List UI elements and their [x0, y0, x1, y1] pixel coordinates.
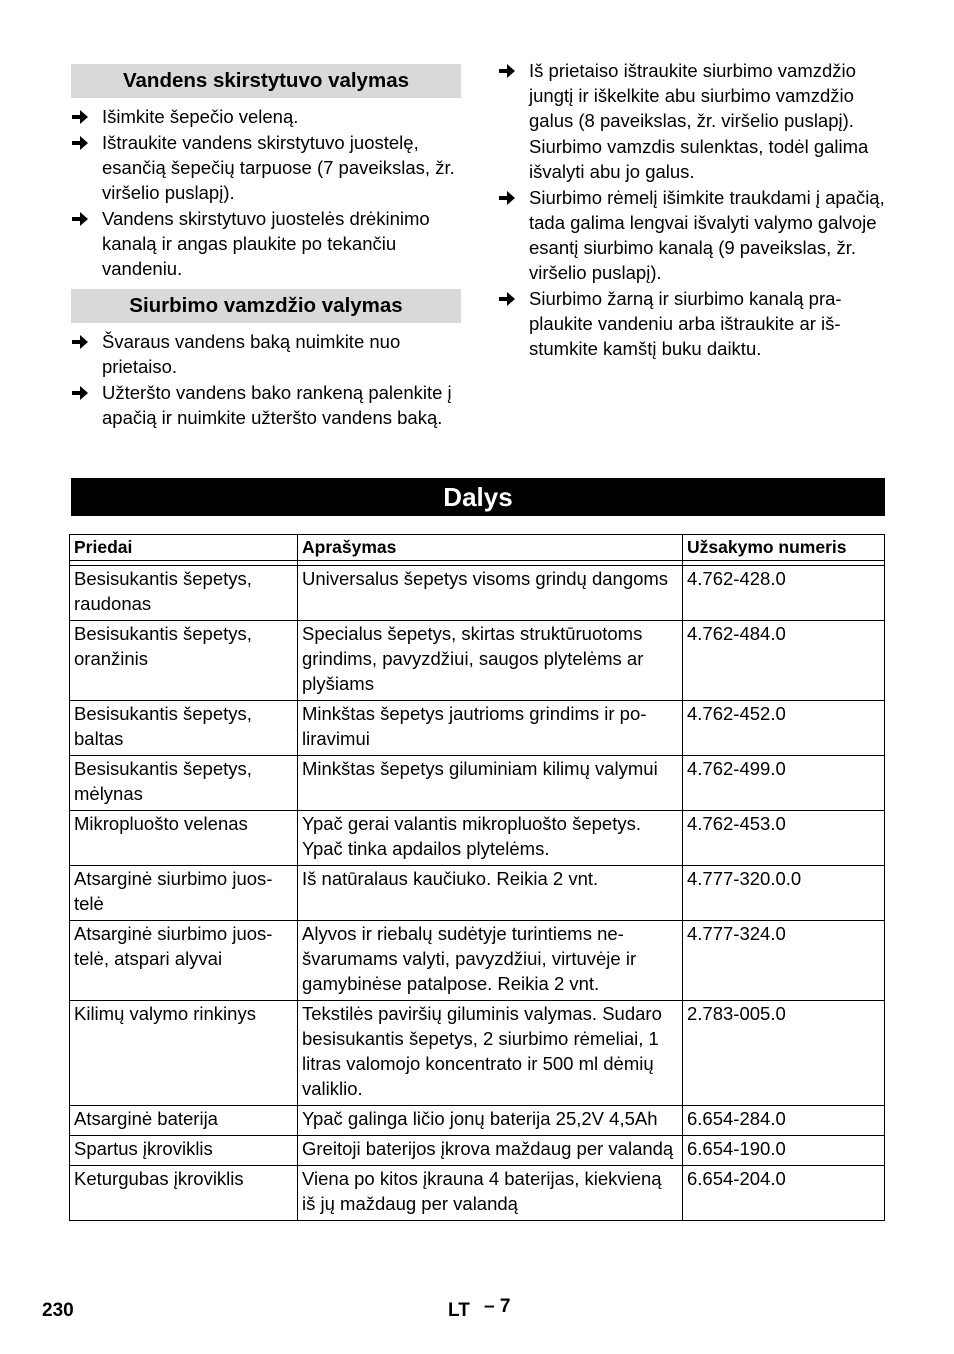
cell-description: Ypač galinga ličio jonų baterija 25,2V 4,5Ah: [298, 1106, 683, 1136]
cell-accessory: Besisukantis šepetys, raudonas: [70, 566, 298, 621]
table-header-row: [70, 535, 885, 561]
section-page-number: – 7: [484, 1296, 511, 1317]
arrow-right-icon: [498, 286, 518, 311]
cell-accessory: Keturgubas įkroviklis: [70, 1166, 298, 1221]
instruction-step: Siurbimo rėmelį išimkite traukdami į apačią, tada galima lengvai išvalyti valymo galvoje esantį siurbimo kanalą (9 paveikslas, žr. viršelio puslapį).: [498, 185, 888, 285]
table-row: [70, 1166, 885, 1221]
arrow-right-icon: [71, 329, 91, 354]
cell-description: Specialus šepetys, skirtas struktūruotoms grindims, pavyzdžiui, saugos plytelėms ar plyšiams: [298, 621, 683, 701]
cell-order-number: 4.762-453.0: [683, 811, 885, 866]
cell-description: Iš natūralaus kaučiuko. Reikia 2 vnt.: [298, 866, 683, 921]
cell-accessory: Besisukantis šepetys, oranžinis: [70, 621, 298, 701]
instruction-step: Išimkite šepečio veleną.: [71, 104, 461, 129]
table-row: [70, 866, 885, 921]
cell-order-number: 2.783-005.0: [683, 1001, 885, 1106]
language-code: LT: [448, 1300, 470, 1321]
left-column: [71, 58, 461, 431]
cell-accessory: Atsarginė siurbimo juostelė: [70, 866, 298, 921]
table-row: [70, 1136, 885, 1166]
cell-description: Viena po kitos įkrauna 4 baterijas, kiekvieną iš jų maždaug per valandą: [298, 1166, 683, 1221]
table-row: [70, 566, 885, 621]
cell-description: Minkštas šepetys giluminiam kilimų valymui: [298, 756, 683, 811]
cell-accessory: Besisukantis šepetys, mėlynas: [70, 756, 298, 811]
cell-description: Ypač gerai valantis mikropluošto šepetys. Ypač tinka apdailos plytelėms.: [298, 811, 683, 866]
table-row: [70, 921, 885, 1001]
column-header-accessories: Priedai: [70, 535, 298, 561]
cell-order-number: 6.654-284.0: [683, 1106, 885, 1136]
table-row: [70, 1106, 885, 1136]
column-header-description: Aprašymas: [298, 535, 683, 561]
cell-description: Tekstilės paviršių giluminis valymas. Sudaro besisukantis šepetys, 2 siurbimo rėmeliai, 1 litras valomojo koncentrato ir 500 ml dėmių valiklio.: [298, 1001, 683, 1106]
cell-order-number: 4.762-499.0: [683, 756, 885, 811]
arrow-right-icon: [71, 104, 91, 129]
right-column: [498, 58, 888, 362]
table-row: [70, 756, 885, 811]
instruction-step: Vandens skirstytuvo juostelės drėkinimo kanalą ir angas plaukite po tekančiu vandeniu.: [71, 206, 461, 281]
cell-accessory: Besisukantis šepetys, baltas: [70, 701, 298, 756]
instruction-step: Užteršto vandens bako rankeną palenkite į apačią ir nuimkite užteršto vandens baką.: [71, 380, 461, 430]
page-number: 230: [42, 1300, 74, 1321]
section-banner-title: Dalys: [71, 478, 885, 516]
cell-order-number: 4.762-484.0: [683, 621, 885, 701]
cell-order-number: 4.777-324.0: [683, 921, 885, 1001]
arrow-right-icon: [71, 130, 91, 155]
instruction-step: Siurbimo žarną ir siurbimo kanalą praplaukite vandeniu arba ištraukite ar išstumkite kamštį buku daiktu.: [498, 286, 888, 361]
instruction-step: Ištraukite vandens skirstytuvo juostelę, esančią šepečių tarpuose (7 paveikslas, žr. viršelio puslapį).: [71, 130, 461, 205]
cell-accessory: Mikropluošto velenas: [70, 811, 298, 866]
cell-accessory: Kilimų valymo rinkinys: [70, 1001, 298, 1106]
column-header-order-number: Užsakymo numeris: [683, 535, 885, 561]
arrow-right-icon: [498, 58, 518, 83]
cell-accessory: Atsarginė baterija: [70, 1106, 298, 1136]
instruction-note: Siurbimo vamzdis sulenktas, todėl galima išvalyti abu jo galus.: [529, 136, 869, 182]
table-row: [70, 1001, 885, 1106]
table-row: [70, 811, 885, 866]
cell-order-number: 4.777-320.0.0: [683, 866, 885, 921]
cell-description: Universalus šepetys visoms grindų dangoms: [298, 566, 683, 621]
cell-order-number: 4.762-428.0: [683, 566, 885, 621]
cell-order-number: 4.762-452.0: [683, 701, 885, 756]
table-row: [70, 621, 885, 701]
cell-description: Alyvos ir riebalų sudėtyje turintiems nešvarumams valyti, pavyzdžiui, virtuvėje ir gamybinėse patalpose. Reikia 2 vnt.: [298, 921, 683, 1001]
section-heading-water-distributor: Vandens skirstytuvo valymas: [71, 64, 461, 98]
cell-order-number: 6.654-204.0: [683, 1166, 885, 1221]
cell-description: Minkštas šepetys jautrioms grindims ir poliravimui: [298, 701, 683, 756]
arrow-right-icon: [71, 380, 91, 405]
cell-accessory: Atsarginė siurbimo juostelė, atspari alyvai: [70, 921, 298, 1001]
instruction-step: Iš prietaiso ištraukite siurbimo vamzdžio jungtį ir iškelkite abu siurbimo vamzdžio galus (8 paveikslas, žr. viršelio puslapį).: [498, 58, 888, 133]
cell-accessory: Spartus įkroviklis: [70, 1136, 298, 1166]
cell-order-number: 6.654-190.0: [683, 1136, 885, 1166]
section-heading-suction-pipe: Siurbimo vamzdžio valymas: [71, 289, 461, 323]
table-row: [70, 701, 885, 756]
parts-table: [69, 534, 885, 1221]
arrow-right-icon: [498, 185, 518, 210]
cell-description: Greitoji baterijos įkrova maždaug per valandą: [298, 1136, 683, 1166]
arrow-right-icon: [71, 206, 91, 231]
instruction-step: Švaraus vandens baką nuimkite nuo prietaiso.: [71, 329, 461, 379]
